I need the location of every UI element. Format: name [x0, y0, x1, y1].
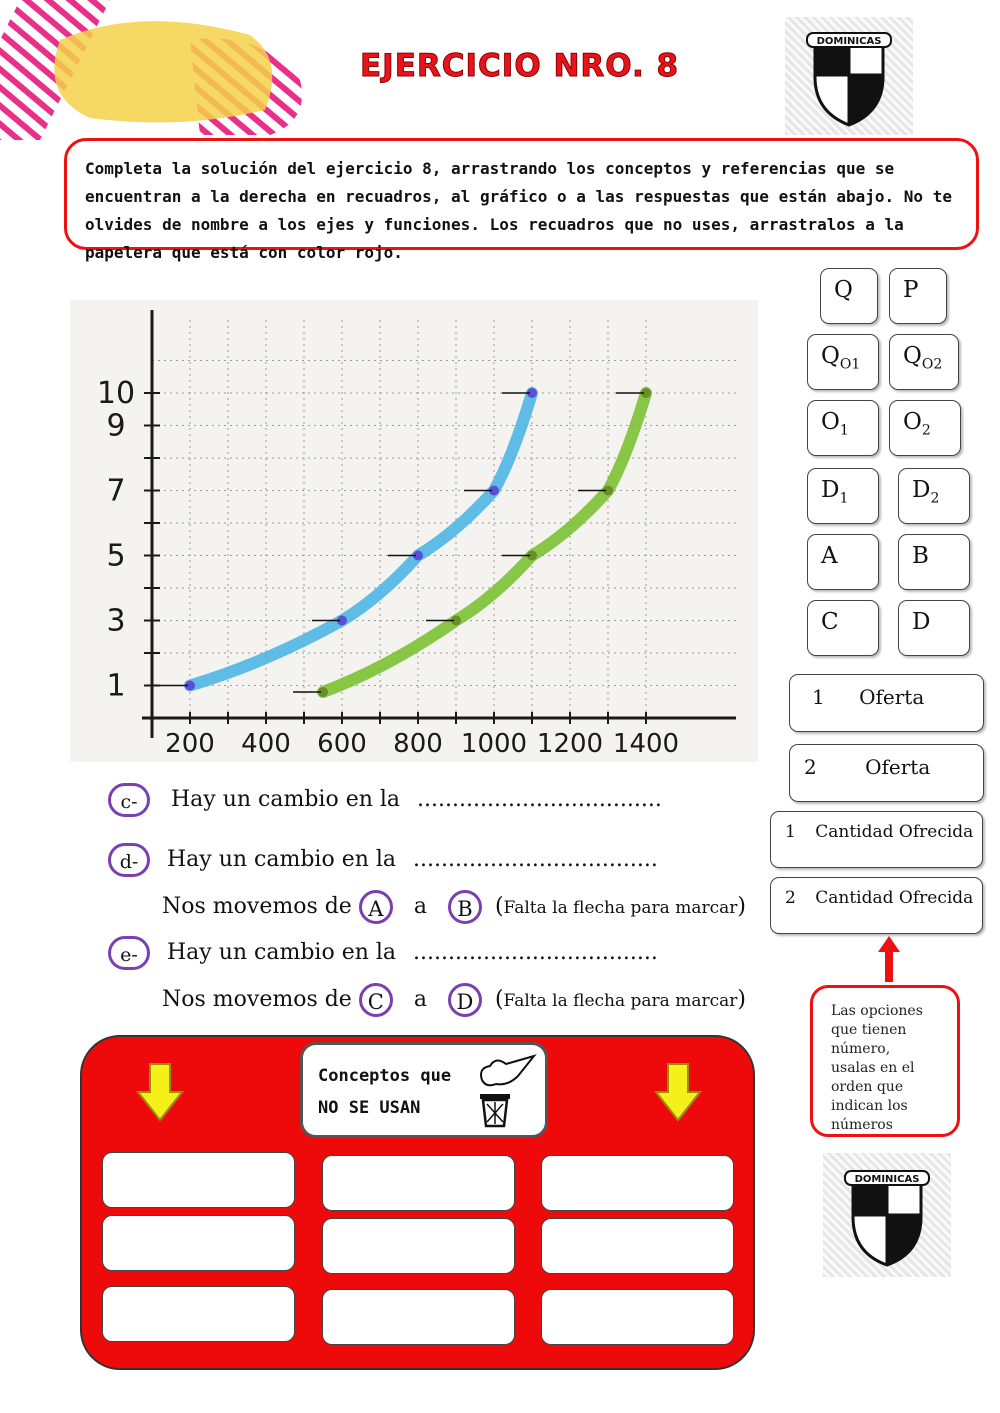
move-line-e	[162, 983, 746, 1017]
circle-b: B	[448, 890, 482, 924]
school-logo	[785, 17, 913, 135]
yellow-arrow-down-icon	[136, 1062, 184, 1122]
question-e-badge: e-	[108, 936, 150, 970]
tag-oferta-2-text: Oferta	[865, 755, 931, 779]
y-tick-label: 3	[106, 603, 126, 639]
trash-slot[interactable]	[102, 1215, 295, 1271]
tag-qo2-label: Q	[903, 343, 922, 369]
trash-slot[interactable]	[541, 1155, 734, 1211]
x-tick-label: 200	[165, 729, 215, 759]
tag-cantidad-ofrecida-2[interactable]	[770, 877, 983, 934]
y-tick-label: 5	[106, 538, 126, 574]
series-line-1	[190, 393, 532, 686]
tag-d2-sub: 2	[930, 490, 940, 507]
answer-slot-c[interactable]: ...................................	[417, 787, 662, 812]
paren-open-d: (	[494, 894, 504, 919]
tag-qo2[interactable]	[889, 334, 959, 390]
page-title: EJERCICIO NRO. 8	[360, 48, 680, 84]
tag-qo1-label: Q	[821, 343, 840, 369]
x-tick-label: 800	[393, 729, 443, 759]
series-line-2	[323, 393, 646, 692]
move-a-word-d: a	[413, 894, 427, 919]
tag-o1[interactable]	[807, 400, 879, 456]
tag-oferta-1-num: 1	[812, 685, 825, 709]
move-text-e: Nos movemos de	[162, 987, 352, 1012]
missing-arrow-note-d: Falta la flecha para marcar	[503, 898, 738, 918]
decorative-stripes	[0, 0, 330, 140]
y-tick-label: 9	[106, 408, 126, 444]
move-line-d	[162, 890, 746, 924]
tag-o1-sub: 1	[839, 422, 849, 439]
svg-text:DOMINICAS: DOMINICAS	[816, 36, 882, 47]
tag-d1-label: D	[821, 477, 840, 503]
question-c-text: Hay un cambio en la	[171, 787, 401, 812]
tag-q[interactable]	[820, 268, 878, 324]
missing-arrow-note-e: Falta la flecha para marcar	[503, 991, 738, 1011]
arrow-up-icon	[874, 934, 904, 984]
tag-d2[interactable]	[898, 468, 970, 524]
x-tick-label: 400	[241, 729, 291, 759]
tag-qo2-sub: O2	[921, 356, 943, 373]
question-c-badge: c-	[108, 783, 150, 817]
y-tick-label: 7	[106, 473, 126, 509]
tag-oferta-1-text: Oferta	[859, 685, 925, 709]
y-tick-label: 10	[96, 376, 136, 411]
trash-bin-line2: NO SE USAN	[318, 1098, 421, 1118]
instructions-box	[64, 138, 979, 262]
move-a-word-e: a	[413, 987, 427, 1012]
tag-qo1[interactable]	[807, 334, 879, 390]
tag-a-label: A	[821, 543, 838, 569]
tag-c-label: C	[821, 609, 839, 635]
tag-o2-sub: 2	[921, 422, 931, 439]
x-tick-label: 600	[317, 729, 367, 759]
paren-open-e: (	[494, 987, 504, 1012]
hint-note-text: Las opciones que tienen número, usalas en el orden que indican los números	[831, 1003, 923, 1133]
school-logo-bottom	[823, 1153, 951, 1277]
circle-d: D	[448, 983, 482, 1017]
tag-cantidad-1-num: 1	[785, 822, 796, 842]
x-tick-label: 1200	[536, 729, 604, 759]
tag-a[interactable]	[807, 534, 879, 590]
circle-a: A	[359, 890, 393, 924]
question-d-badge: d-	[108, 843, 150, 877]
tag-o2-label: O	[903, 409, 922, 435]
x-tick-label: 1400	[612, 729, 680, 759]
tag-d[interactable]	[898, 600, 970, 656]
tag-d-label: D	[912, 609, 931, 635]
move-text-d: Nos movemos de	[162, 894, 352, 919]
tag-d1[interactable]	[807, 468, 879, 524]
tag-oferta-2-num: 2	[804, 755, 817, 779]
tag-q-label: Q	[834, 277, 853, 303]
tag-o1-label: O	[821, 409, 840, 435]
question-d	[108, 843, 658, 877]
instructions-text: Completa la solución del ejercicio 8, arrastrando los conceptos y referencias que se encuentran a la derecha en recuadros, al gráfico o a las respuestas que están abajo. No te olvides de nombre a los ejes y funciones. Los recuadros que no uses, arrastralos a la papelera que está con color rojo.	[85, 159, 952, 262]
tag-p[interactable]	[889, 268, 947, 324]
svg-text:DOMINICAS: DOMINICAS	[854, 1174, 920, 1185]
shield-icon	[785, 17, 913, 135]
tag-oferta-1[interactable]	[789, 674, 984, 732]
trash-slot[interactable]	[541, 1289, 734, 1345]
tag-cantidad-2-text: Cantidad Ofrecida	[815, 888, 974, 908]
trash-bin-text	[318, 1060, 451, 1124]
tag-cantidad-1-text: Cantidad Ofrecida	[815, 822, 974, 842]
y-tick-label: 1	[106, 668, 126, 704]
paren-close-d: )	[737, 894, 746, 919]
answer-slot-d[interactable]: ...................................	[413, 847, 658, 872]
shield-icon	[823, 1153, 951, 1277]
question-d-text: Hay un cambio en la	[167, 847, 397, 872]
tag-b[interactable]	[898, 534, 970, 590]
tag-p-label: P	[903, 277, 919, 303]
supply-chart	[70, 300, 758, 762]
trash-slot[interactable]	[322, 1218, 515, 1274]
trash-slot[interactable]	[102, 1286, 295, 1342]
trash-icon	[474, 1052, 540, 1128]
chart-svg	[70, 300, 758, 762]
tag-d1-sub: 1	[839, 490, 849, 507]
circle-c: C	[359, 983, 393, 1017]
trash-slot[interactable]	[322, 1155, 515, 1211]
trash-slot[interactable]	[322, 1289, 515, 1345]
paren-close-e: )	[737, 987, 746, 1012]
tag-o2[interactable]	[889, 400, 961, 456]
trash-slot[interactable]	[541, 1218, 734, 1274]
tag-qo1-sub: O1	[839, 356, 861, 373]
yellow-arrow-down-icon	[654, 1062, 702, 1122]
hint-note	[810, 985, 960, 1137]
question-e	[108, 936, 658, 970]
tag-b-label: B	[912, 543, 929, 569]
question-e-text: Hay un cambio en la	[167, 940, 397, 965]
x-tick-label: 1000	[460, 729, 528, 759]
tag-oferta-2[interactable]	[789, 744, 984, 802]
answer-slot-e[interactable]: ...................................	[413, 940, 658, 965]
trash-slot[interactable]	[102, 1152, 295, 1208]
question-c	[108, 783, 662, 817]
tag-d2-label: D	[912, 477, 931, 503]
tag-cantidad-ofrecida-1[interactable]	[770, 811, 983, 868]
tag-c[interactable]	[807, 600, 879, 656]
tag-cantidad-2-num: 2	[785, 888, 796, 908]
trash-bin-line1: Conceptos que	[318, 1066, 452, 1086]
